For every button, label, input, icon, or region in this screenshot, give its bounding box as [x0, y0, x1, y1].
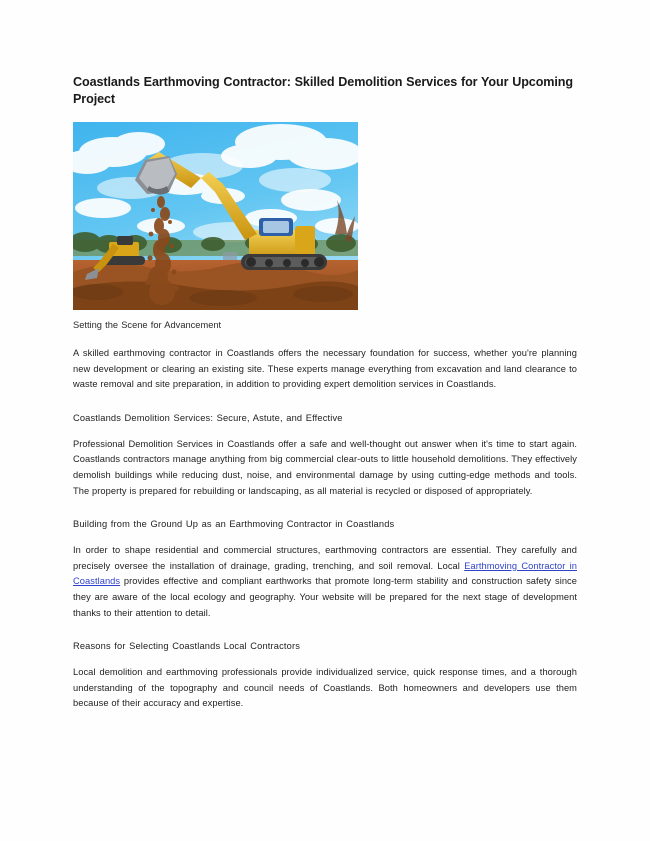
- section-heading-earthmoving-contractor: Building from the Ground Up as an Earthmoving Contractor in Coastlands: [73, 519, 395, 530]
- section-paragraph-earthmoving-contractor: [73, 543, 577, 621]
- excavator-construction-image: [73, 122, 358, 310]
- intro-paragraph: A skilled earthmoving contractor in Coastlands offers the necessary foundation for success, whether you're planning new development or clearing an existing site. These experts manage everything from excavation and land clearance to waste removal and site preparation, in addition to providing expert demolition services in Coastlands.: [73, 348, 577, 390]
- page-title: Coastlands Earthmoving Contractor: Skilled Demolition Services for Your Upcoming Project: [73, 75, 573, 106]
- section-paragraph-local-contractors: Local demolition and earthmoving professionals provide individualized service, quick response times, and a thorough understanding of the topography and council needs of Coastlands. Both homeowners and developers use them because of their accuracy and expertise.: [73, 667, 577, 709]
- section-paragraph-demolition-services: Professional Demolition Services in Coastlands offer a safe and well-thought out answer when it's time to start again. Coastlands contractors manage anything from big commercial clear-outs to little household demolitions. They effectively demolish buildings while reducing dust, noise, and environmental damage by using cutting-edge methods and tools. The property is prepared for rebuilding or landscaping, as all material is recycled or disposed of appropriately.: [73, 438, 577, 496]
- figure-caption: Setting the Scene for Advancement: [73, 320, 222, 330]
- paragraph-text-after-link: provides effective and compliant earthworks that promote long-term stability and construction safety since they are aware of the local ecology and geography. Your website will be prepared for the next stage of development thanks to their attention to detail.: [73, 576, 577, 618]
- hero-figure: [73, 122, 358, 332]
- section-heading-local-contractors: Reasons for Selecting Coastlands Local Contractors: [73, 641, 300, 652]
- document-content: [73, 74, 577, 712]
- paragraph-text-before-link: In order to shape residential and commercial structures, earthmoving contractors are essential. They carefully and precisely oversee the installation of drainage, grading, trenching, and soil removal. Local: [73, 545, 577, 571]
- earthmoving-contractor-link[interactable]: Earthmoving Contractor in Coastlands: [73, 560, 577, 587]
- section-heading-demolition-services: Coastlands Demolition Services: Secure, Astute, and Effective: [73, 412, 343, 423]
